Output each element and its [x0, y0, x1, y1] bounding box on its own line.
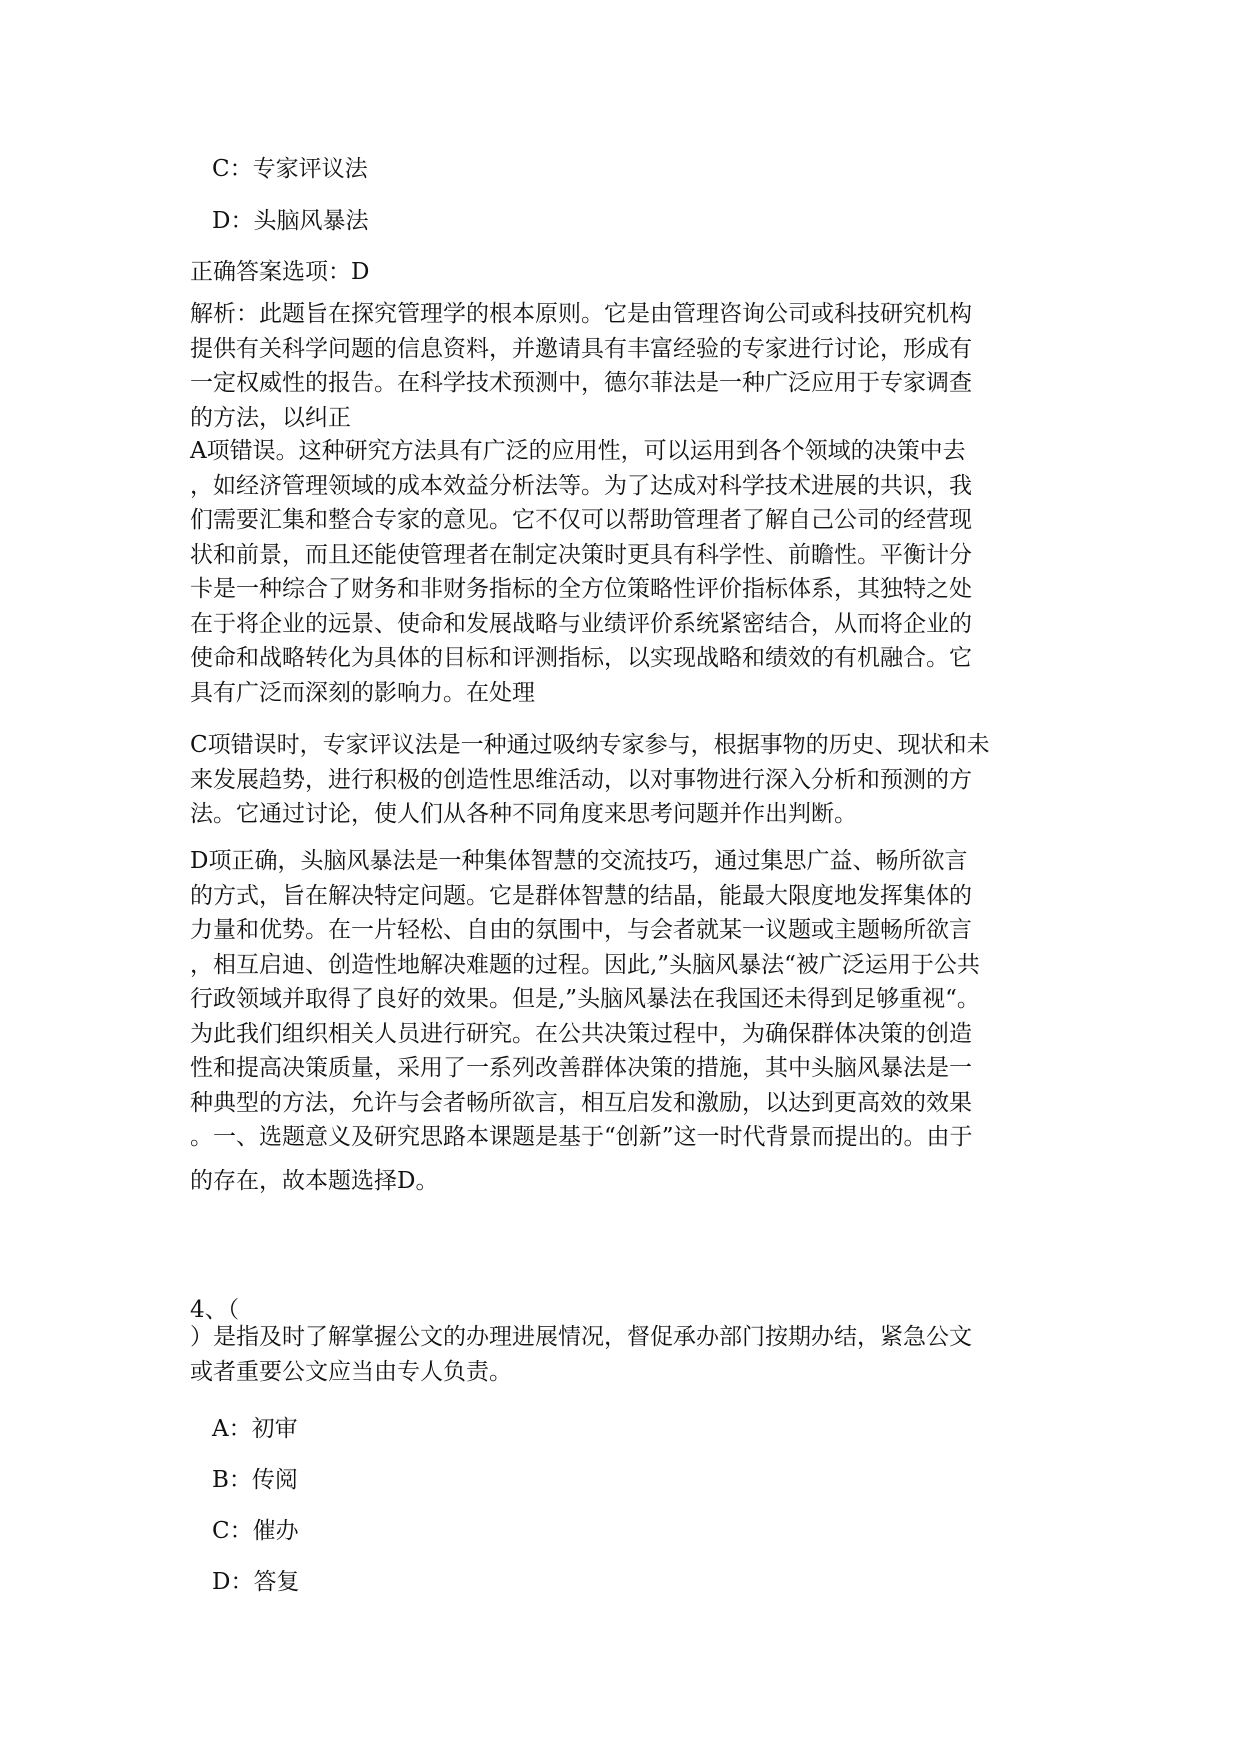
analysis-line: 一定权威性的报告。在科学技术预测中，德尔菲法是一种广泛应用于专家调查 [190, 370, 972, 396]
item-d-line: 性和提高决策质量，采用了一系列改善群体决策的措施，其中头脑风暴法是一 [190, 1055, 972, 1081]
q3-item-a-explanation [190, 434, 1060, 710]
item-a-line: 卡是一种综合了财务和非财务指标的全方位策略性评价指标体系，其独特之处 [190, 576, 972, 602]
q4-stem [190, 1320, 1060, 1389]
item-d-line: ，相互启迪、创造性地解决难题的过程。因此,”头脑风暴法“被广泛运用于公共 [190, 951, 980, 978]
item-a-line: A项错误。这种研究方法具有广泛的应用性，可以运用到各个领域的决策中去 [190, 438, 966, 464]
q3-conclusion: 的存在，故本题选择D。 [190, 1168, 439, 1194]
q4-option-d: D：答复 [212, 1569, 300, 1595]
q3-item-c-explanation [190, 728, 1060, 832]
q4-stem-line: ）是指及时了解掌握公文的办理进展情况，督促承办部门按期办结，紧急公文 [190, 1324, 972, 1350]
item-c-line: C项错误时，专家评议法是一种通过吸纳专家参与，根据事物的历史、现状和未 [190, 732, 990, 758]
q4-option-a: A：初审 [212, 1416, 298, 1442]
item-a-line: 具有广泛而深刻的影响力。在处理 [190, 679, 535, 706]
q4-option-c: C：催办 [212, 1518, 299, 1544]
item-a-line: 们需要汇集和整合专家的意见。它不仅可以帮助管理者了解自己公司的经营现 [190, 507, 972, 533]
analysis-line: 的方法，以纠正 [190, 404, 351, 431]
item-a-line: 使命和战略转化为具体的目标和评测指标，以实现战略和绩效的有机融合。它 [190, 645, 972, 671]
q3-option-c: C：专家评议法 [212, 156, 368, 182]
analysis-line: 解析：此题旨在探究管理学的根本原则。它是由管理咨询公司或科技研究机构 [190, 301, 972, 327]
item-a-line: 在于将企业的远景、使命和发展战略与业绩评价系统紧密结合，从而将企业的 [190, 610, 972, 637]
q4-number: 4、（ [190, 1297, 240, 1323]
q3-analysis [190, 297, 1060, 435]
item-a-line: ，如经济管理领域的成本效益分析法等。为了达成对科学技术进展的共识，我 [190, 472, 972, 499]
item-d-line: 行政领域并取得了良好的效果。但是,”头脑风暴法在我国还未得到足够重视“。 [190, 986, 980, 1012]
q4-stem-line: 或者重要公文应当由专人负责。 [190, 1358, 512, 1385]
item-a-line: 状和前景，而且还能使管理者在制定决策时更具有科学性、前瞻性。平衡计分 [190, 541, 972, 568]
item-d-line: D项正确，头脑风暴法是一种集体智慧的交流技巧，通过集思广益、畅所欲言 [190, 848, 968, 874]
item-d-line: 种典型的方法，允许与会者畅所欲言，相互启发和激励，以达到更高效的效果 [190, 1089, 972, 1116]
item-d-line: 的方式，旨在解决特定问题。它是群体智慧的结晶，能最大限度地发挥集体的 [190, 882, 972, 909]
q3-option-d: D：头脑风暴法 [212, 208, 369, 234]
q3-item-d-explanation [190, 844, 1060, 1155]
q4-option-b: B：传阅 [212, 1467, 298, 1493]
q3-answer: 正确答案选项：D [190, 259, 370, 285]
item-d-line: 。一、选题意义及研究思路本课题是基于“创新”这一时代背景而提出的。由于 [190, 1124, 973, 1150]
item-d-line: 为此我们组织相关人员进行研究。在公共决策过程中，为确保群体决策的创造 [190, 1020, 972, 1047]
item-d-line: 力量和优势。在一片轻松、自由的氛围中，与会者就某一议题或主题畅所欲言 [190, 917, 972, 943]
item-c-line: 法。它通过讨论，使人们从各种不同角度来思考问题并作出判断。 [190, 801, 857, 827]
item-c-line: 来发展趋势，进行积极的创造性思维活动，以对事物进行深入分析和预测的方 [190, 766, 972, 793]
analysis-line: 提供有关科学问题的信息资料，并邀请具有丰富经验的专家进行讨论，形成有 [190, 335, 972, 362]
